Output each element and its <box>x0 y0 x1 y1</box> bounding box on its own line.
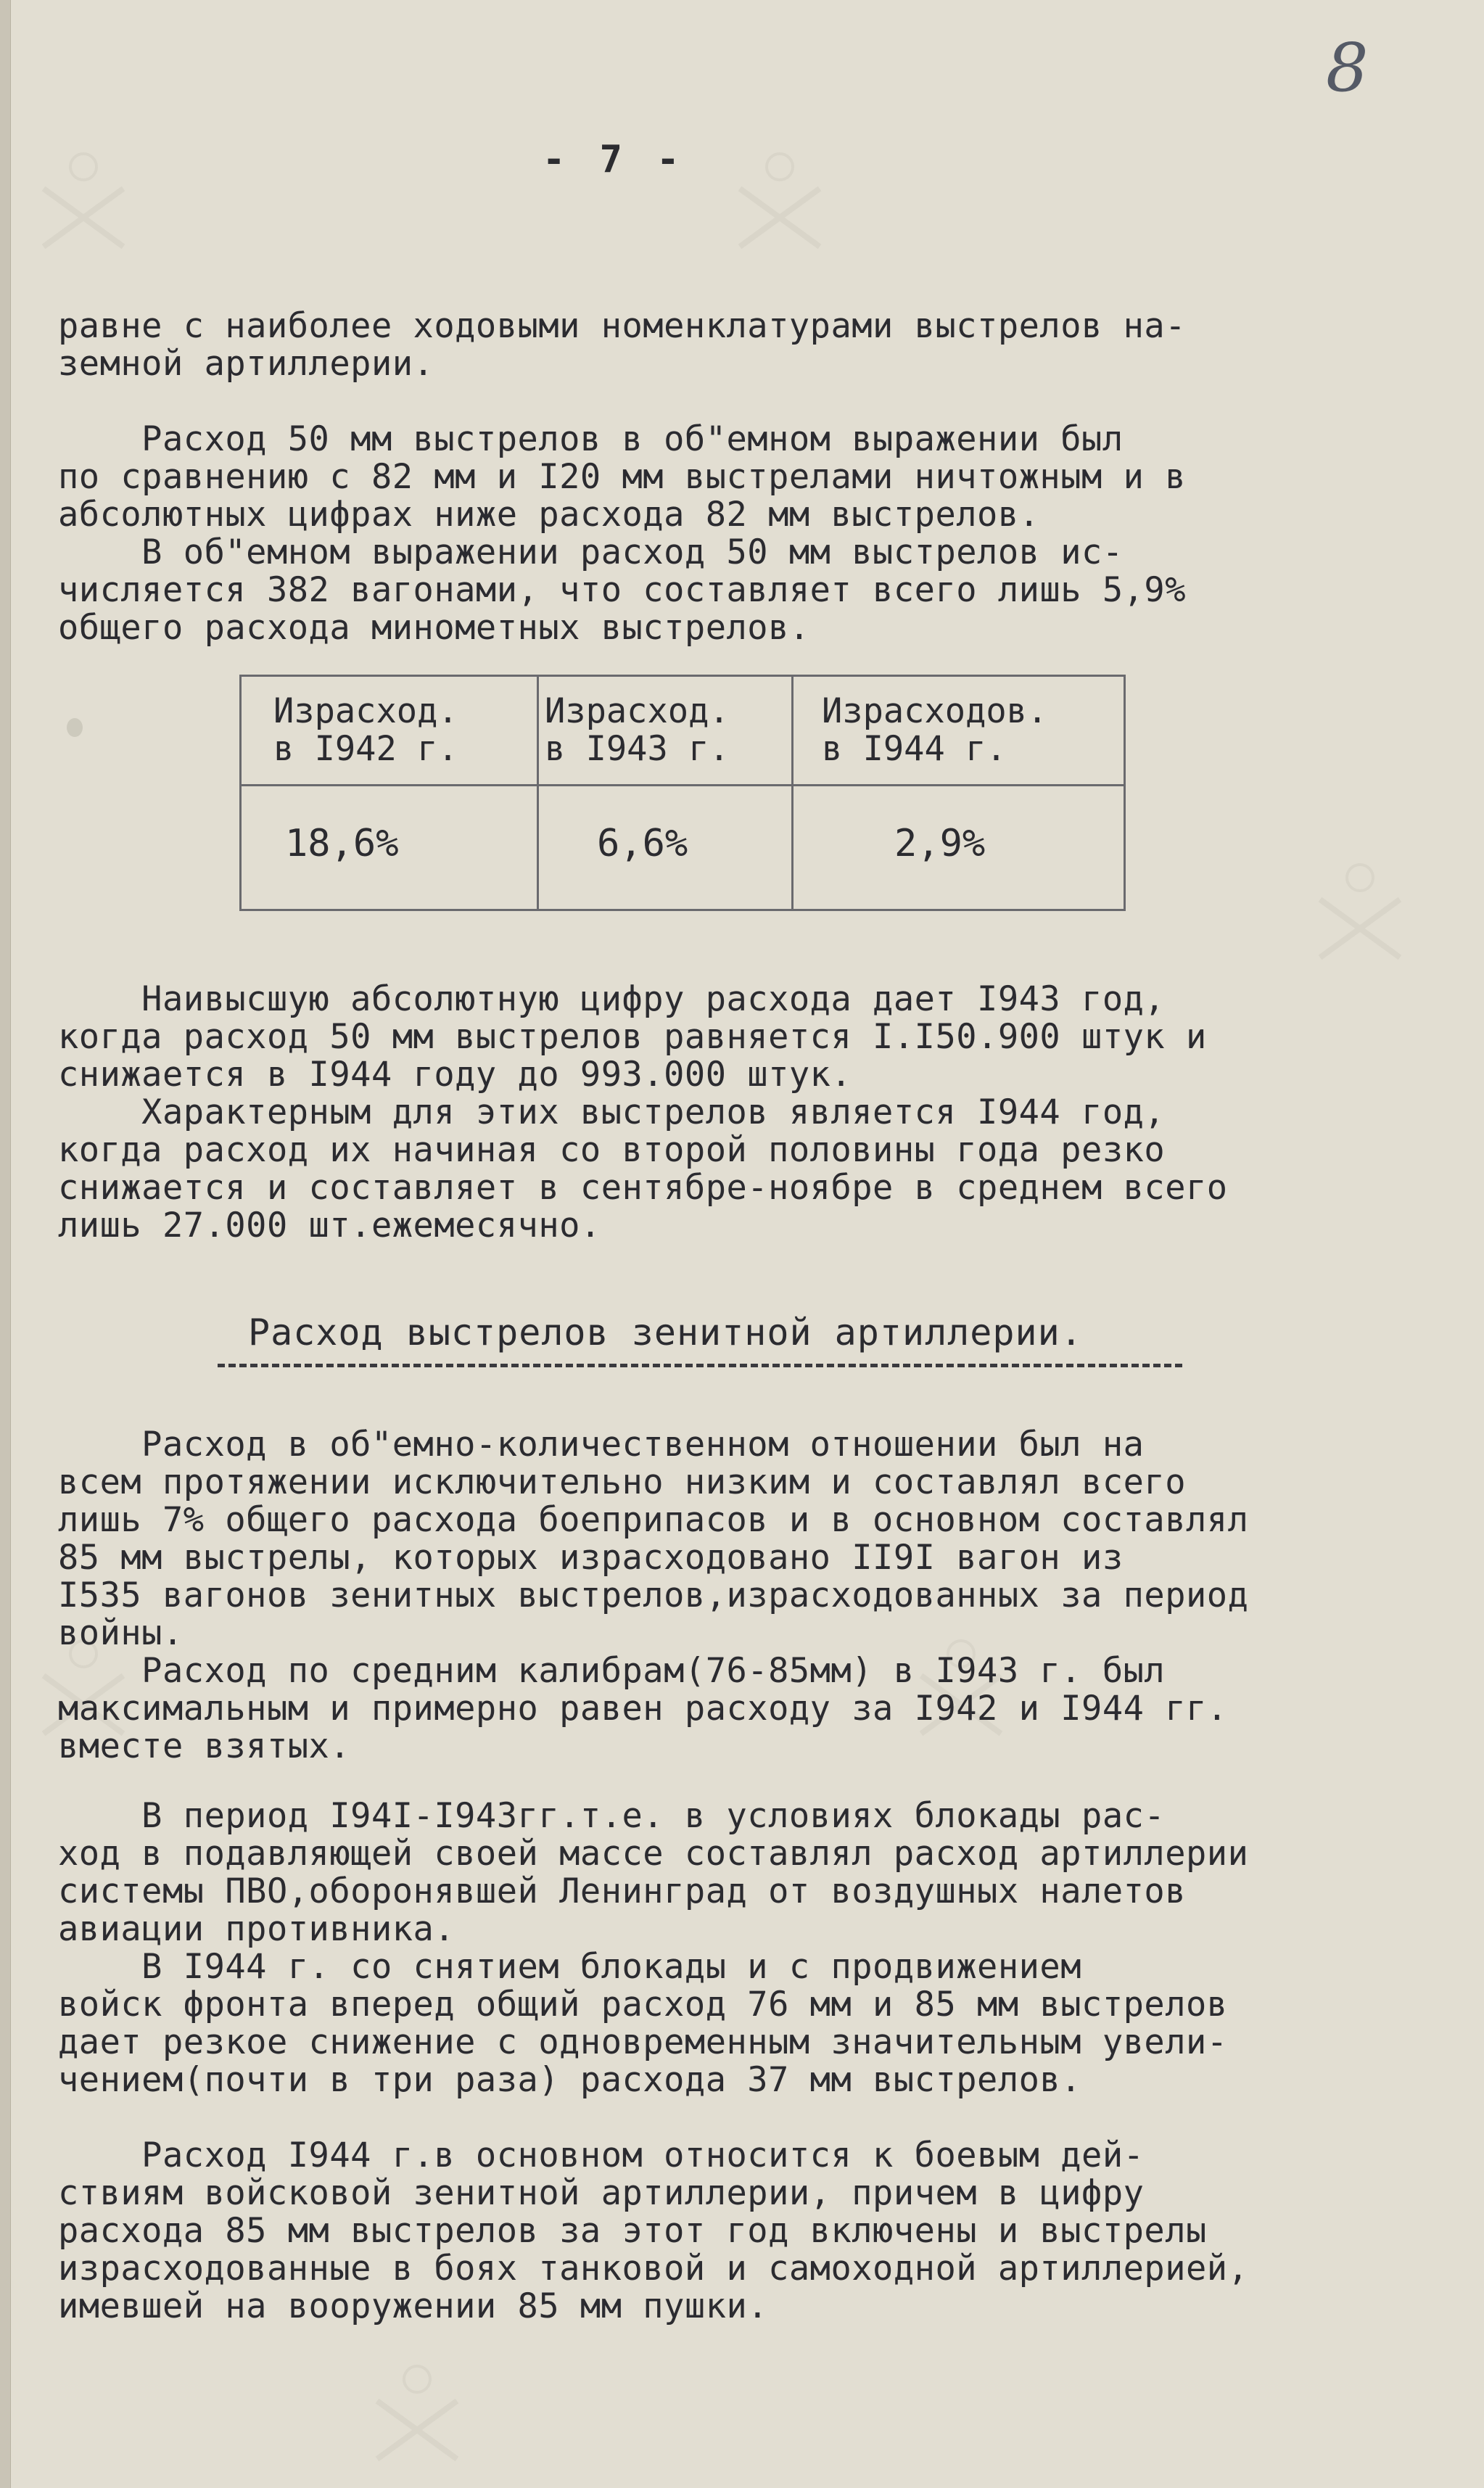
table-divider <box>791 677 793 909</box>
archive-page-number: 8 <box>1326 29 1369 107</box>
expenditure-table <box>239 675 1126 911</box>
watermark-emblem-icon <box>29 145 138 261</box>
paragraph-1944-combat: Расход I944 г.в основном относится к боевым дей- ствиям войсковой зенитной артиллерии, причем в цифру расхода 85 мм выстрелов за этот год включены и выстрелы израсходованные в боях танковой и самоходной артиллерией, имевшей на вооружении 85 мм пушки. <box>58 2135 1249 2326</box>
table-divider <box>537 677 539 909</box>
table-cell-1943: 6,6% <box>597 822 688 865</box>
table-cell-1942: 18,6% <box>285 822 399 865</box>
paragraph-antiaircraft-volume: Расход в об"емно-количественном отношении был на всем протяжении исключительно низким и составлял всего лишь 7% общего расхода боеприпасов и в основном составлял 85 мм выстрелы, которых израсходовано II9I вагон из I535 вагонов зенитных выстрелов,израсходованных за период войны. Расход по средним калибрам(76-85мм) в I943 г. был максимальным и примерно равен расходу за I942 и I944 гг. вместе взятых. <box>58 1425 1249 1766</box>
section-heading: Расход выстрелов зенитной артиллерии. <box>248 1311 1083 1354</box>
page-binding-edge <box>0 0 11 2488</box>
table-header-1944: Израсходов. в I944 г. <box>822 691 1048 769</box>
paragraph-50mm-volume: Расход 50 мм выстрелов в об"емном выражении был по сравнению с 82 мм и I20 мм выстрелами ничтожным и в абсолютных цифрах ниже расхода 82 мм выстрелов. В об"емном выражении расход 50 мм выстрелов ис- числяется 382 вагонами, что составляет всего лишь 5,9% общего расхода минометных выстрелов. <box>58 419 1187 648</box>
paper-smudge <box>67 718 83 737</box>
paragraph-continuation: равне с наиболее ходовыми номенклатурами выстрелов на- земной артиллерии. <box>58 306 1187 384</box>
table-header-1942: Израсход. в I942 г. <box>273 691 458 769</box>
page-number: - 7 - <box>543 138 685 181</box>
table-cell-1944: 2,9% <box>894 822 986 865</box>
paragraph-1943-peak: Наивысшую абсолютную цифру расхода дает I943 год, когда расход 50 мм выстрелов равняется I.I50.900 штук и снижается в I944 году до 993.000 штук. Характерным для этих выстрелов является I944 год, когда расход их начиная со второй половины года резко снижается и составляет в сентябре-ноябре в среднем всего лишь 27.000 шт.ежемесячно. <box>58 979 1228 1245</box>
watermark-emblem-icon <box>363 2357 471 2473</box>
heading-underline <box>218 1364 1182 1367</box>
table-header-1943: Израсход. в I943 г. <box>545 691 730 769</box>
paragraph-blockade: В период I94I-I943гг.т.е. в условиях блокады рас- ход в подавляющей своей массе составлял расход артиллерии системы ПВО,оборонявшей Ленинград от воздушных налетов авиации противника. В I944 г. со снятием блокады и с продвижением войск фронта вперед общий расход 76 мм и 85 мм выстрелов дает резкое снижение с одновременным значительным увели- чением(почти в три раза) расхода 37 мм выстрелов. <box>58 1796 1249 2100</box>
watermark-emblem-icon <box>725 145 834 261</box>
watermark-emblem-icon <box>1306 856 1414 972</box>
